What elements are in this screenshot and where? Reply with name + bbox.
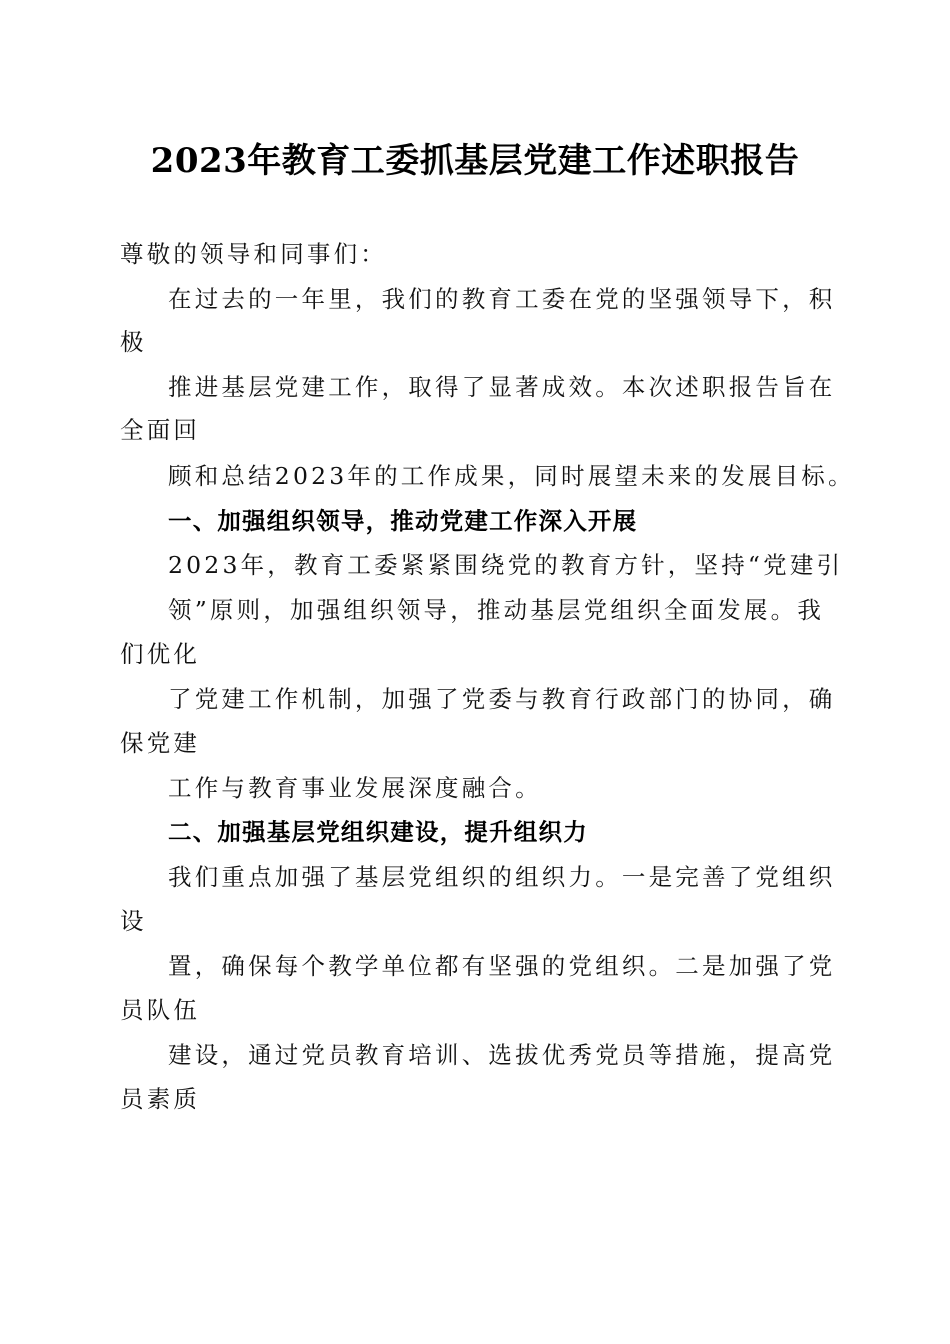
section-1-line-4: 了党建工作机制，加强了党委与教育行政部门的协同，确 xyxy=(168,685,836,713)
intro-line-5: 顾和总结2023年的工作成果，同时展望未来的发展目标。 xyxy=(168,462,855,490)
section-1-line-3: 们优化 xyxy=(120,640,201,668)
section-2-line-6: 员素质 xyxy=(120,1085,201,1113)
section-2-line-1: 我们重点加强了基层党组织的组织力。一是完善了党组织 xyxy=(168,863,836,891)
intro-line-4: 全面回 xyxy=(120,416,201,444)
intro-line-3: 推进基层党建工作，取得了显著成效。本次述职报告旨在 xyxy=(168,373,836,401)
intro-line-1: 在过去的一年里，我们的教育工委在党的坚强领导下，积 xyxy=(168,285,836,313)
section-1-heading: 一、加强组织领导，推动党建工作深入开展 xyxy=(168,507,638,535)
section-2-line-5: 建设，通过党员教育培训、选拔优秀党员等措施，提高党 xyxy=(168,1041,836,1069)
section-2-line-4: 员队伍 xyxy=(120,996,201,1024)
section-1-line-2: 领”原则，加强组织领导，推动基层党组织全面发展。我 xyxy=(168,596,825,624)
section-1-line-1: 2023年，教育工委紧紧围绕党的教育方针，坚持“党建引 xyxy=(168,551,844,579)
salutation: 尊敬的领导和同事们： xyxy=(120,240,387,268)
section-1-line-6: 工作与教育事业发展深度融合。 xyxy=(168,774,542,802)
document-title: 2023年教育工委抓基层党建工作述职报告 xyxy=(150,141,800,181)
section-2-line-2: 设 xyxy=(120,907,147,935)
section-2-line-3: 置，确保每个教学单位都有坚强的党组织。二是加强了党 xyxy=(168,952,836,980)
intro-line-2: 极 xyxy=(120,328,147,356)
section-2-heading: 二、加强基层党组织建设，提升组织力 xyxy=(168,818,588,846)
section-1-line-5: 保党建 xyxy=(120,729,201,757)
